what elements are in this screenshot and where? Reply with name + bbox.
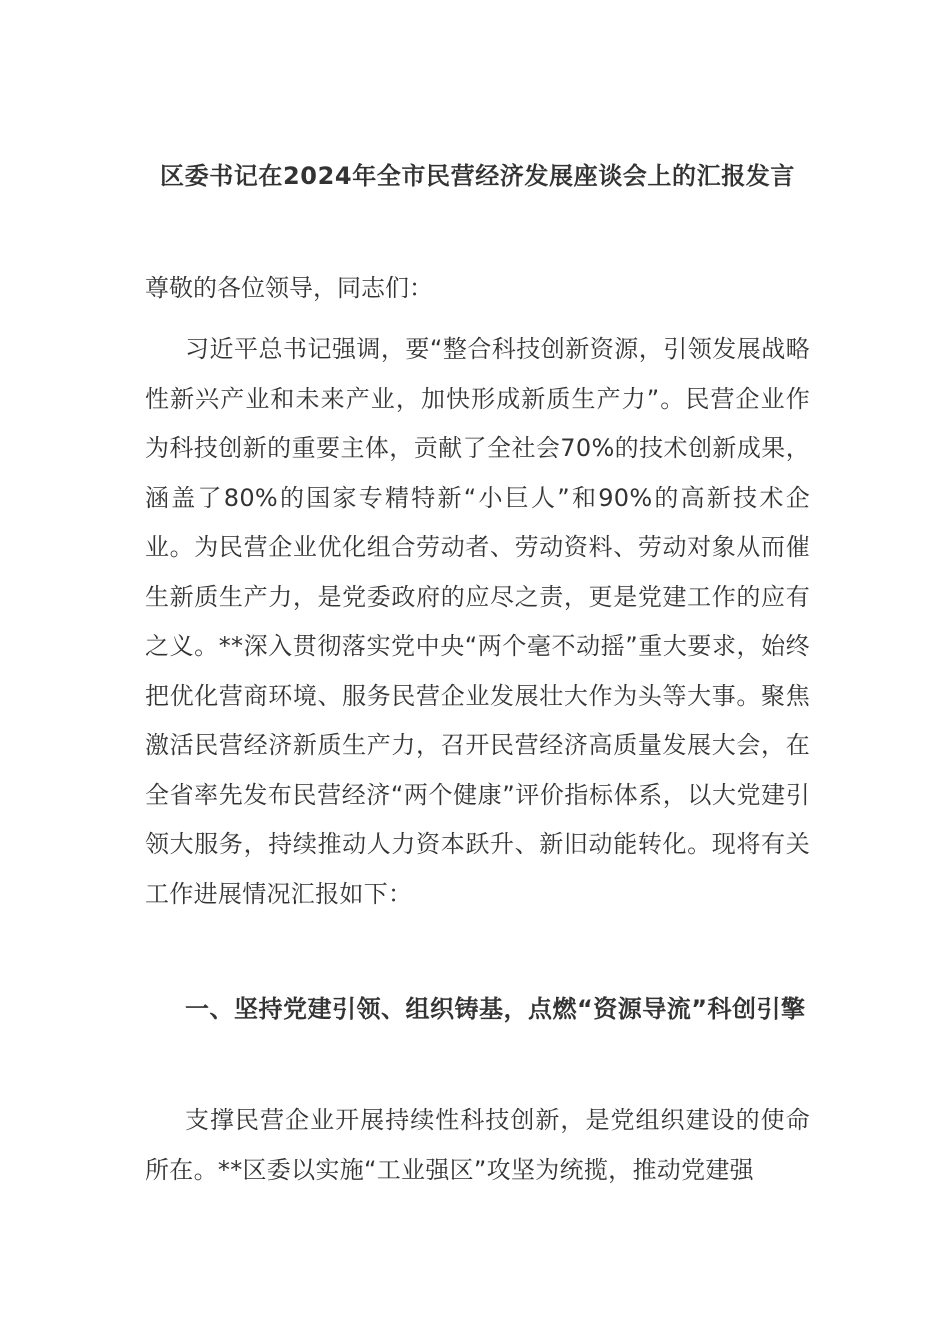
section-heading: 一、坚持党建引领、组织铸基，点燃“资源导流”科创引擎 <box>185 995 806 1023</box>
document-title: 区委书记在2024年全市民营经济发展座谈会上的汇报发言 <box>160 162 795 190</box>
body-paragraph: 习近平总书记强调，要“整合科技创新资源，引领发展战略性新兴产业和未来产业，加快形成新质生产力”。民营企业作为科技创新的重要主体，贡献了全社会70%的技术创新成果，涵盖了80%的国家专精特新“小巨人”和90%的高新技术企业。为民营企业优化组合劳动者、劳动资料、劳动对象从而催生新质生产力，是党委政府的应尽之责，更是党建工作的应有之义。**深入贯彻落实党中央“两个毫不动摇”重大要求，始终把优化营商环境、服务民营企业发展壮大作为头等大事。聚焦激活民营经济新质生产力，召开民营经济高质量发展大会，在全省率先发布民营经济“两个健康”评价指标体系，以大党建引领大服务，持续推动人力资本跃升、新旧动能转化。现将有关工作进展情况汇报如下： <box>145 335 810 908</box>
section-paragraph: 支撑民营企业开展持续性科技创新，是党组织建设的使命所在。**区委以实施“工业强区”攻坚为统揽，推动党建强 <box>145 1106 810 1184</box>
salutation: 尊敬的各位领导，同志们： <box>145 274 433 302</box>
